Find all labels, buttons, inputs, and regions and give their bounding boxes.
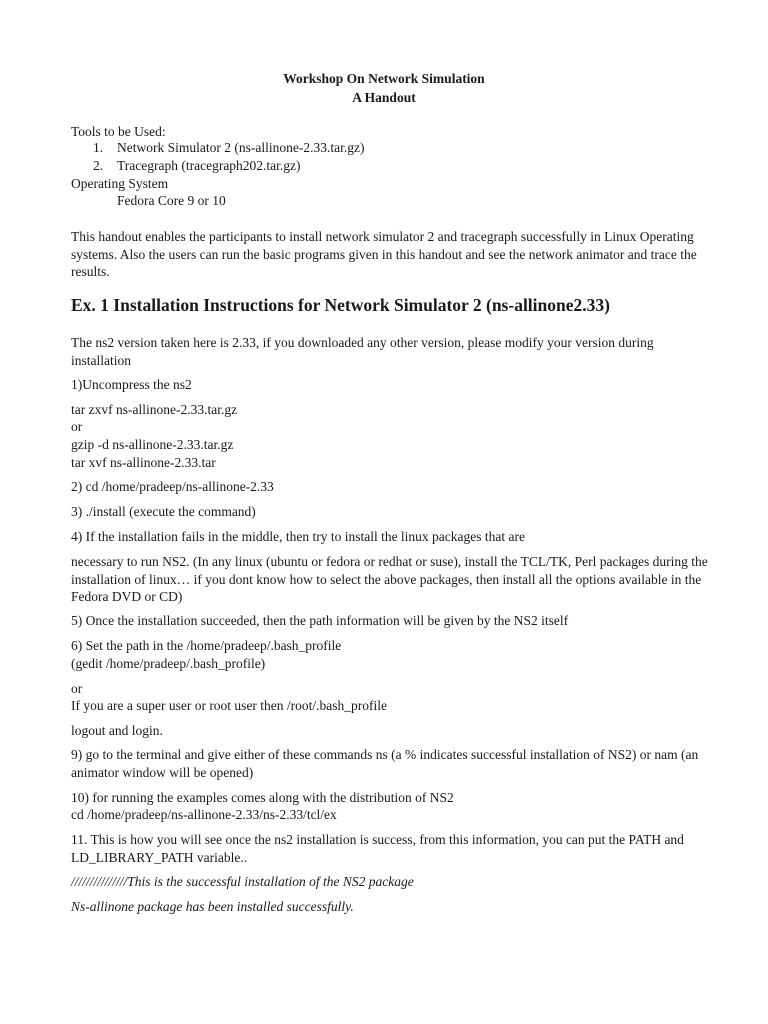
tool-1-number: 1. (93, 140, 104, 155)
tool-2-number: 2. (93, 158, 104, 173)
step-10: 10) for running the examples comes along with the distribution of NS2 (71, 790, 454, 805)
or-separator-2: or (71, 681, 83, 696)
command-tar-zxvf: tar zxvf ns-allinone-2.33.tar.gz (71, 402, 238, 417)
version-paragraph: The ns2 version taken here is 2.33, if you downloaded any other version, please modify your version during installation (71, 335, 654, 368)
step-6: 6) Set the path in the /home/pradeep/.bash_profile (71, 638, 342, 653)
success-message: Ns-allinone package has been installed successfully. (71, 899, 354, 914)
step-1: 1)Uncompress the ns2 (71, 377, 192, 392)
step-2: 2) cd /home/pradeep/ns-allinone-2.33 (71, 479, 274, 494)
packages-paragraph: necessary to run NS2. (In any linux (ubuntu or fedora or redhat or suse), install the TCL/TK, Perl packages during the installation of linux… if you dont know how to select the above packages, then install all the options available in the Fedora DVD or CD) (71, 554, 708, 604)
document-subtitle: A Handout (352, 90, 416, 105)
document-title: Workshop On Network Simulation (283, 71, 485, 86)
step-10-command: cd /home/pradeep/ns-allinone-2.33/ns-2.33/tcl/ex (71, 807, 337, 822)
intro-paragraph: This handout enables the participants to install network simulator 2 and tracegraph successfully in Linux Operating systems. Also the users can run the basic programs given in this handout and see the network animator and trace the results. (71, 229, 697, 279)
step-9: 9) go to the terminal and give either of these commands ns (a % indicates successful installation of NS2) or nam (an animator window will be opened) (71, 747, 699, 780)
os-value: Fedora Core 9 or 10 (117, 193, 226, 208)
tools-label: Tools to be Used: (71, 124, 166, 139)
step-5: 5) Once the installation succeeded, then the path information will be given by the NS2 itself (71, 613, 569, 628)
step-6-command: (gedit /home/pradeep/.bash_profile) (71, 656, 266, 671)
logout-line: logout and login. (71, 723, 163, 738)
tool-1-text: Network Simulator 2 (ns-allinone-2.33.tar.gz) (117, 140, 365, 155)
success-comment: ///////////////This is the successful installation of the NS2 package (71, 874, 414, 889)
step-3: 3) ./install (execute the command) (71, 504, 256, 519)
root-user-line: If you are a super user or root user then /root/.bash_profile (71, 698, 388, 713)
command-tar-xvf: tar xvf ns-allinone-2.33.tar (71, 455, 216, 470)
step-4: 4) If the installation fails in the middle, then try to install the linux packages that are (71, 529, 526, 544)
command-gzip: gzip -d ns-allinone-2.33.tar.gz (71, 437, 234, 452)
tool-2-text: Tracegraph (tracegraph202.tar.gz) (117, 158, 301, 173)
step-11: 11. This is how you will see once the ns2 installation is success, from this information, you can put the PATH and LD_LIBRARY_PATH variable.. (71, 832, 684, 865)
or-separator: or (71, 419, 83, 434)
os-label: Operating System (71, 176, 169, 191)
section-heading: Ex. 1 Installation Instructions for Network Simulator 2 (ns-allinone2.33) (71, 295, 610, 315)
